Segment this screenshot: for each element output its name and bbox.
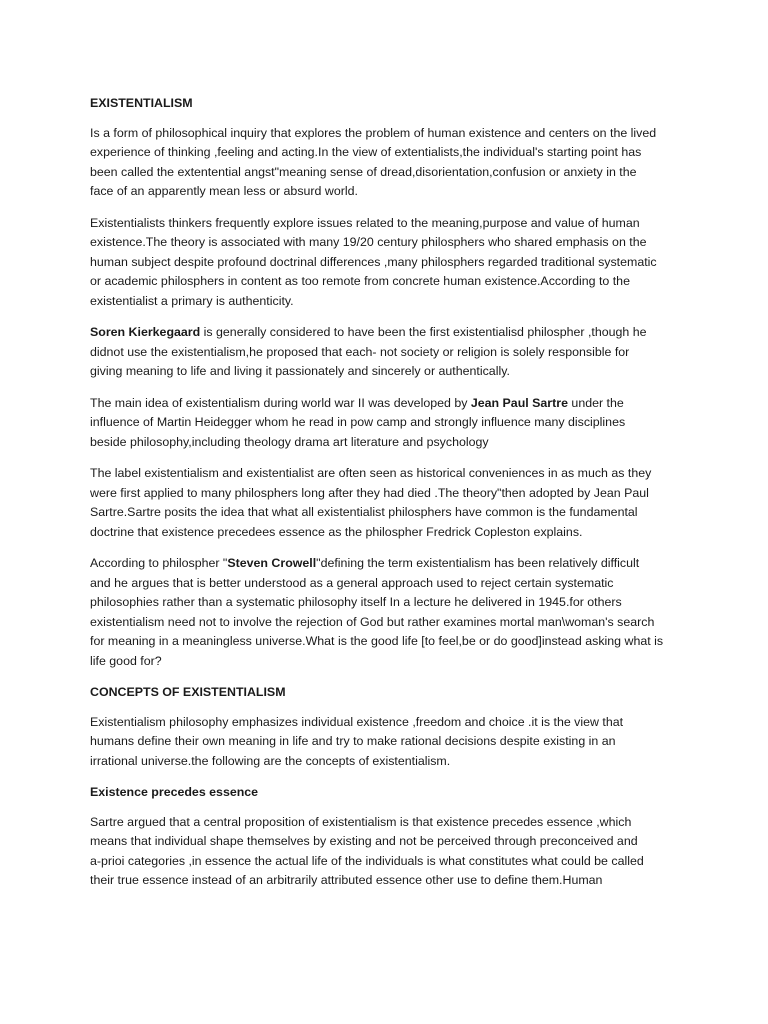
text-line: existence.The theory is associated with many 19/20 century philosphers who shared emphasis on the [90,235,647,249]
text-line: beside philosophy,including theology drama art literature and psychology [90,434,489,449]
text-line: The label existentialism and existentialist are often seen as historical conveniences in as much as they [90,466,652,480]
text-line: giving meaning to life and living it passionately and sincerely or authentically. [90,364,510,378]
text-line: Is a form of philosophical inquiry that explores the problem of human existence and centers on the lived [90,125,657,140]
paragraph-concepts [90,713,680,772]
bold-name-crowell: Steven Crowell [227,556,317,570]
text-line: doctrine that existence precedees essence as the philospher Fredrick Copleston explains. [90,524,583,539]
text-run: According to philospher " [90,556,228,570]
text-run: The main idea of existentialism during world war II was developed by [90,395,471,410]
text-line: philosophies rather than a systematic philosophy itself In a lecture he delivered in 1945.for others [90,595,622,609]
text-line: a-prioi categories ,in essence the actual life of the individuals is what constitutes what could be called [90,853,644,868]
text-line: existentialist a primary is authenticity. [90,293,294,308]
text-line: Existentialism philosophy emphasizes individual existence ,freedom and choice .it is the view that [90,714,624,729]
text-line: Sartre.Sartre posits the idea that what all existentialist philosphers have common is the fundamental [90,505,638,519]
text-line: influence of Martin Heidegger whom he read in pow camp and strongly influence many disciplines [90,415,626,429]
paragraph-label [90,464,680,542]
document-title: EXISTENTIALISM [90,96,193,110]
text-line: for meaning in a meaningless universe.What is the good life [to feel,be or do good]instead asking what is [90,634,664,648]
bold-name-kierkegaard: Soren Kierkegaard [90,325,201,339]
text-line: means that individual shape themselves by existing and not be perceived through preconceived and [90,834,638,848]
text-line: experience of thinking ,feeling and acting.In the view of extentialists,the individual's starting point has [90,145,642,159]
text-line: humans define their own meaning in life and try to make rational decisions despite existing in an [90,734,616,748]
text-line: human subject despite profound doctrinal differences ,many philosphers regarded traditional systematic [90,254,657,269]
paragraph-crowell [90,554,680,671]
text-run: under the [567,395,624,410]
paragraph-sartre [90,394,680,453]
text-line: irrational universe.the following are the concepts of existentialism. [90,753,451,768]
paragraph-intro [90,124,680,202]
text-line: were first applied to many philosphers long after they had died .The theory"then adopted by Jean Paul [90,485,649,500]
text-line: Sartre argued that a central proposition of existentialism is that existence precedes essence ,which [90,814,632,829]
text-line: or academic philosphers in content as too remote from concrete human existence.According to the [90,274,630,288]
text-line: their true essence instead of an arbitrarily attributed essence other use to define them.Human [90,873,603,887]
text-run: "defining the term existentialism has been relatively difficult [316,556,640,570]
text-line: and he argues that is better understood as a general approach used to reject certain systematic [90,575,614,590]
text-line: life good for? [90,653,162,668]
subheading-existence-precedes-essence: Existence precedes essence [90,785,259,799]
text-line [90,323,680,343]
paragraph-kierkegaard [90,323,680,382]
text-line: been called the extentential angst"meaning sense of dread,disorientation,confusion or anxiety in the [90,164,637,179]
paragraph-thinkers [90,214,680,312]
text-run: is generally considered to have been the first existentialisd philospher ,though he [200,325,647,339]
text-line [90,554,680,574]
bold-name-sartre: Jean Paul Sartre [470,395,568,410]
text-line: didnot use the existentialism,he proposed that each- not society or religion is solely responsible for [90,344,630,359]
section-heading-concepts: CONCEPTS OF EXISTENTIALISM [90,685,286,699]
text-line: Existentialists thinkers frequently explore issues related to the meaning,purpose and value of human [90,215,640,230]
document-page [90,94,680,903]
paragraph-existence-precedes [90,813,680,891]
text-line [90,394,680,414]
text-line: existentialism need not to involve the rejection of God but rather examines mortal man\woman's search [90,614,655,629]
text-line: face of an apparently mean less or absurd world. [90,184,358,198]
